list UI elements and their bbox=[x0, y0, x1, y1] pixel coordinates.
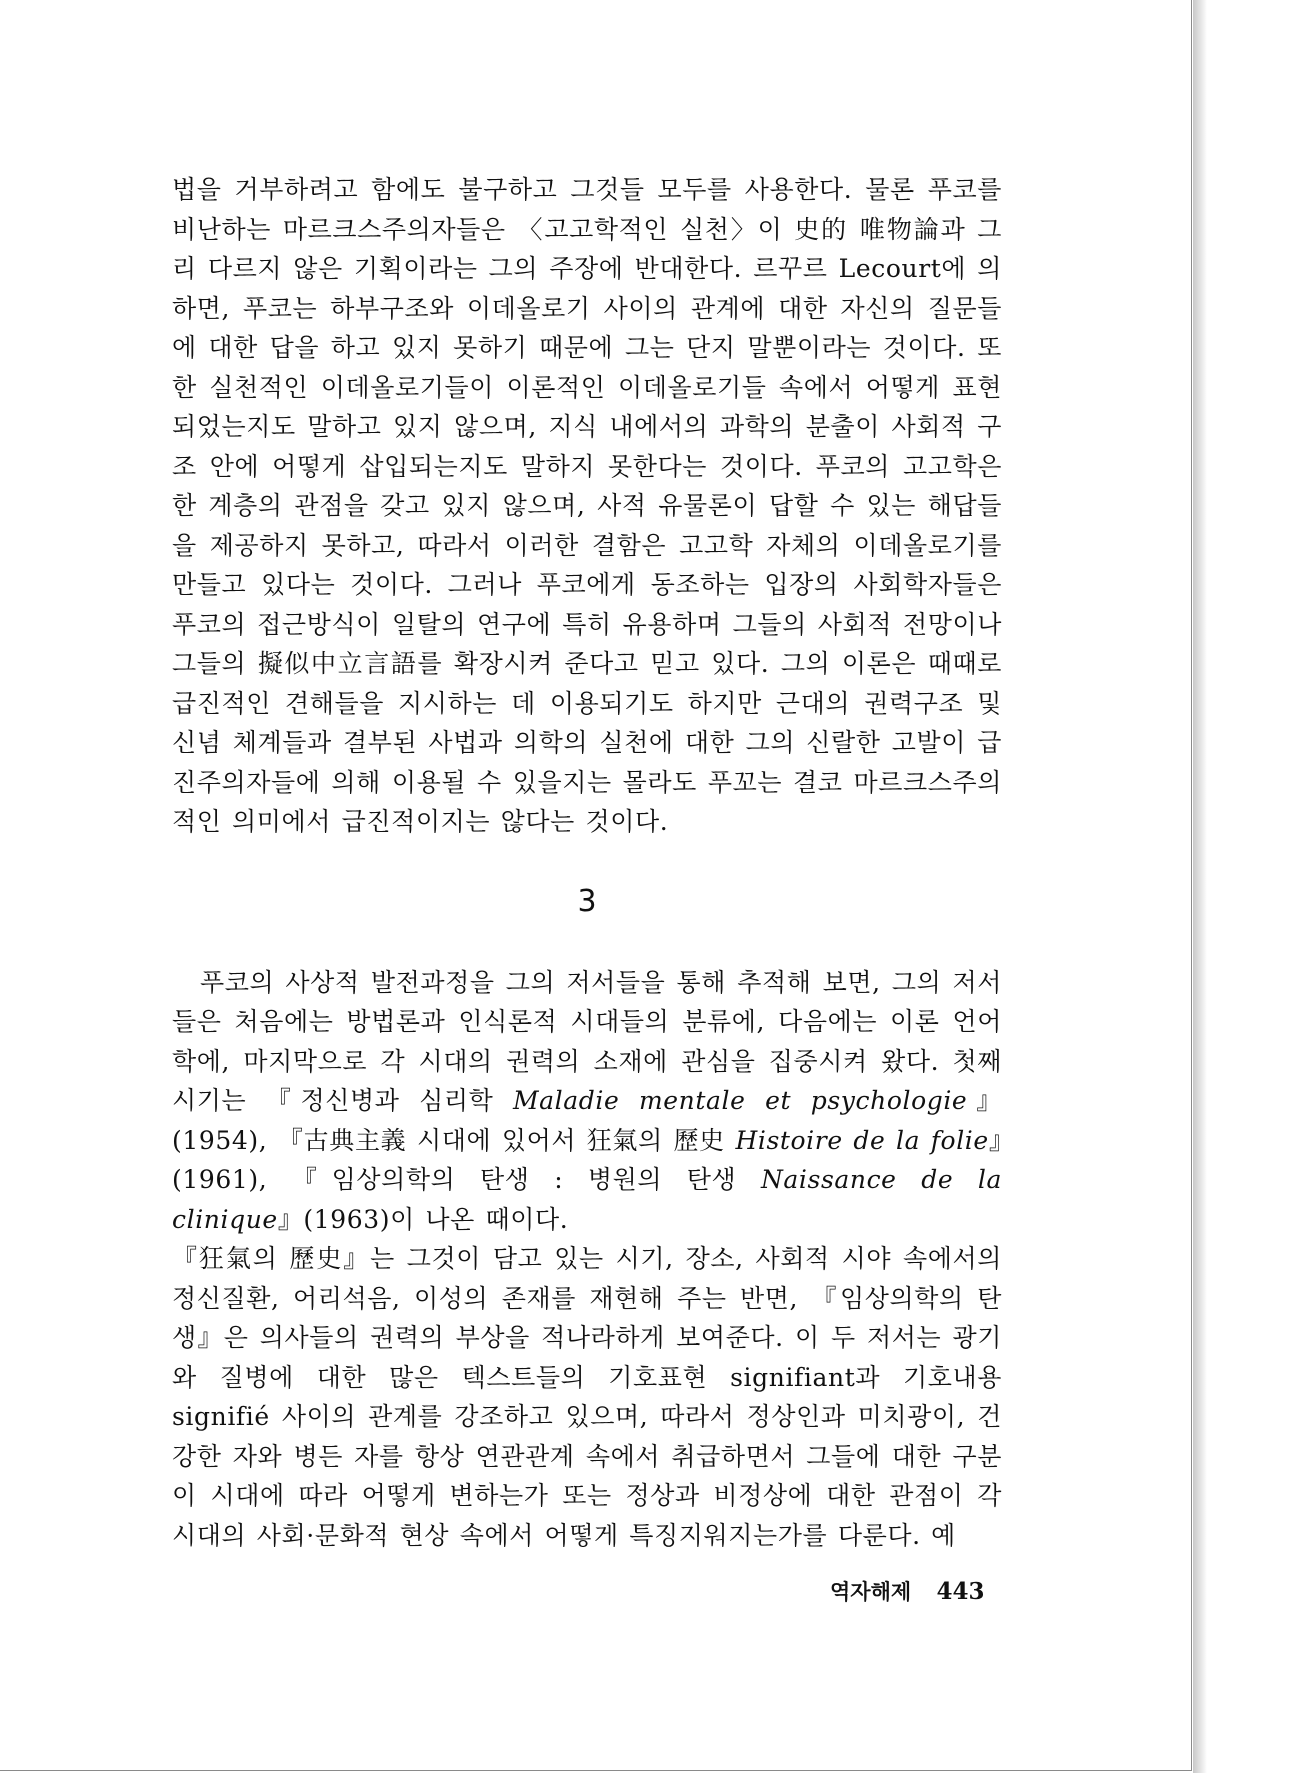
book-title-naissance-de-la-clinique: Naissance de la clinique bbox=[172, 1165, 1002, 1234]
paragraph-1: 법을 거부하려고 함에도 불구하고 그것들 모두를 사용한다. 물론 푸코를 비난하는 마르크스주의자들은 〈고고학적인 실천〉이 史的 唯物論과 그리 다르지 않은 기획이라는 그의 주장에 반대한다. 르꾸르 Lecourt에 의하면, 푸코는 하부구조와 이데올로기 사이의 관계에 대한 자신의 질문들에 대한 답을 하고 있지 못하기 때문에 그는 단지 말뿐이라는 것이다. 또한 실천적인 이데올로기들이 이론적인 이데올로기들 속에서 어떻게 표현되었는지도 말하고 있지 않으며, 지식 내에서의 과학의 분출이 사회적 구조 안에 어떻게 삽입되는지도 말하지 못한다는 것이다. 푸코의 고고학은 한 계층의 관점을 갖고 있지 않으며, 사적 유물론이 답할 수 있는 해답들을 제공하지 못하고, 따라서 이러한 결함은 고고학 자체의 이데올로기를 만들고 있다는 것이다. 그러나 푸코에게 동조하는 입장의 사회학자들은 푸코의 접근방식이 일탈의 연구에 특히 유용하며 그들의 사회적 전망이나 그들의 擬似中立言語를 확장시켜 준다고 믿고 있다. 그의 이론은 때때로 급진적인 견해들을 지시하는 데 이용되기도 하지만 근대의 권력구조 및 신념 체계들과 결부된 사법과 의학의 실천에 대한 그의 신랄한 고발이 급진주의자들에 의해 이용될 수 있을지는 몰라도 푸꼬는 결코 마르크스주의적인 의미에서 급진적이지는 않다는 것이다. bbox=[172, 175, 1002, 836]
paragraph-2-text-a: 푸코의 사상적 발전과정을 그의 저서들을 통해 추적해 보면, 그의 저서들은 처음에는 방법론과 인식론적 시대들의 분류에, 다음에는 이론 언어학에, 마지막으로 각 시대의 권력의 소재에 관심을 집중시켜 왔다. 첫째 시기는 『정신병과 심리학 bbox=[172, 967, 1002, 1115]
book-title-histoire-de-la-folie: Histoire de la folie bbox=[735, 1125, 989, 1155]
section-number: 3 bbox=[577, 883, 597, 919]
paragraph-2 bbox=[172, 963, 1002, 1240]
paragraph-2-text-c: 』(1961), 『임상의학의 탄생 : 병원의 탄생 bbox=[172, 1125, 1002, 1194]
viewer-background bbox=[1207, 0, 1303, 1773]
paragraph-2-text-d: 』(1963)이 나온 때이다. bbox=[277, 1204, 569, 1234]
book-title-maladie-mentale: Maladie mentale et psychologie bbox=[512, 1086, 968, 1115]
page-number: 443 bbox=[936, 1578, 985, 1605]
page-footer bbox=[830, 1576, 984, 1606]
page-body bbox=[172, 170, 1002, 1555]
running-head: 역자해제 bbox=[830, 1580, 912, 1604]
paragraph-3: 『狂氣의 歷史』는 그것이 담고 있는 시기, 장소, 사회적 시야 속에서의 정신질환, 어리석음, 이성의 존재를 재현해 주는 반면, 『임상의학의 탄생』은 의사들의 권력의 부상을 적나라하게 보여준다. 이 두 저서는 광기와 질병에 대한 많은 텍스트들의 기호표현 signifiant과 기호내용 signifié 사이의 관계를 강조하고 있으며, 따라서 정상인과 미치광이, 건강한 자와 병든 자를 항상 연관관계 속에서 취급하면서 그들에 대한 구분이 시대에 따라 어떻게 변하는가 또는 정상과 비정상에 대한 관점이 각 시대의 사회·문화적 현상 속에서 어떻게 특징지워지는가를 다룬다. 예 bbox=[172, 1244, 1002, 1550]
paragraph-2-text-b: 』(1954), 『古典主義 시대에 있어서 狂氣의 歷史 bbox=[172, 1086, 1002, 1155]
page-shadow bbox=[1193, 0, 1207, 1773]
